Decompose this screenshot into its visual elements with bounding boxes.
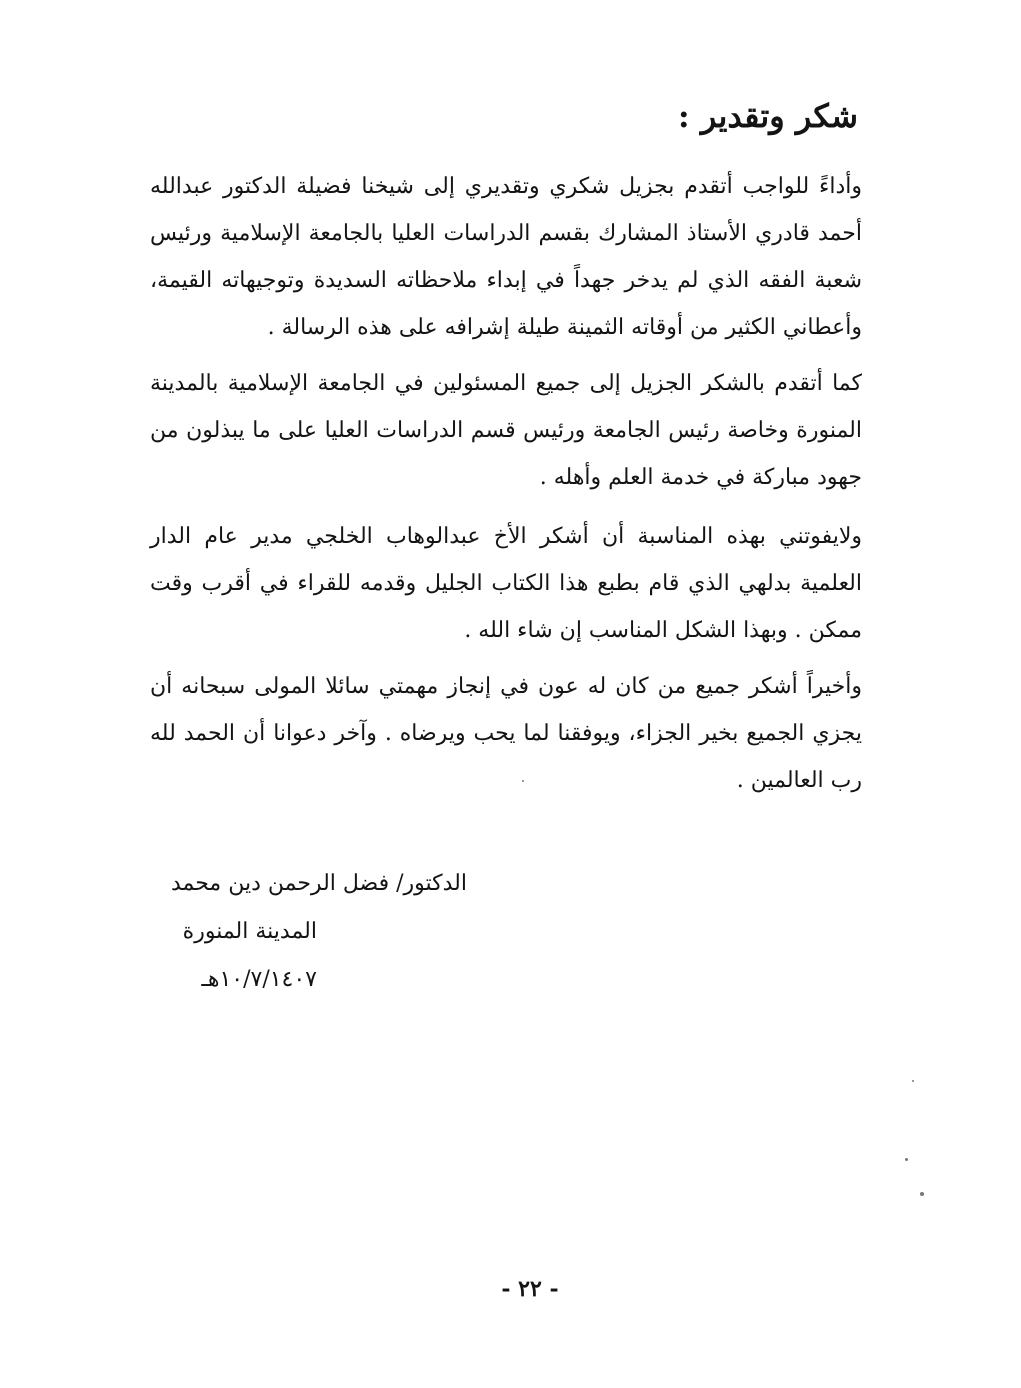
paragraph-closing-prayer: وأخيراً أشكر جميع من كان له عون في إنجاز مهمتي سائلا المولى سبحانه أن يجزي الجميع بخير الجزاء، ويوفقنا لما يحب ويرضاه . وآخر دعوانا أن الحمد لله رب العالمين . (150, 674, 862, 793)
paragraph-acknowledgement-university: كما أتقدم بالشكر الجزيل إلى جميع المسئولين في الجامعة الإسلامية بالمدينة المنورة وخاصة رئيس الجامعة ورئيس قسم الدراسات العليا على ما يبذلون من جهود مباركة في خدمة العلم وأهله . (150, 371, 862, 490)
paragraph-acknowledgement-publisher: ولايفوتني بهذه المناسبة أن أشكر الأخ عبدالوهاب الخلجي مدير عام الدار العلمية بدلهي الذي قام بطبع هذا الكتاب الجليل وقدمه للقراء في أقرب وقت ممكن . وبهذا الشكل المناسب إن شاء الله . (150, 524, 862, 643)
scan-speck (912, 1080, 914, 1082)
signature-place: المدينة المنورة (182, 919, 317, 944)
paragraph-acknowledgement-supervisor: وأداءً للواجب أتقدم بجزيل شكري وتقديري إلى شيخنا فضيلة الدكتور عبدالله أحمد قادري الأستاذ المشارك بقسم الدراسات العليا بالجامعة الإسلامية ورئيس شعبة الفقه الذي لم يدخر جهداً في إبداء ملاحظاته السديدة وتوجيهاته القيمة، وأعطاني الكثير من أوقاته الثمينة طيلة إشرافه على هذه الرسالة . (150, 174, 862, 340)
page-heading: شكر وتقدير : (677, 97, 858, 135)
signature-name: الدكتور/ فضل الرحمن دين محمد (170, 871, 467, 896)
scan-speck (905, 1158, 908, 1161)
signature-block (171, 860, 467, 1004)
scan-speck (522, 780, 524, 782)
signature-date: ١٠/٧/١٤٠٧هـ (201, 967, 317, 992)
scan-speck (920, 1192, 924, 1196)
page-number: - ٢٢ - (501, 1276, 559, 1302)
